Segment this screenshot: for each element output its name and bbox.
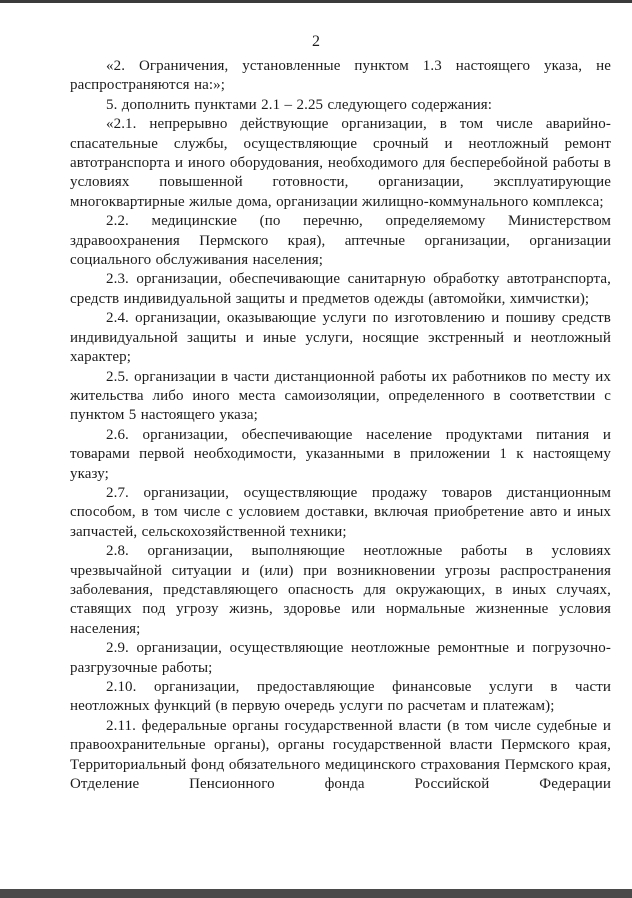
page-number: 2 <box>312 33 320 50</box>
paragraph: 2.5. организации в части дистанционной работы их работников по месту их жительства либо иного места самоизоляции, определенного в соответствии с пунктом 5 настоящего указа; <box>70 368 611 424</box>
paragraph: 2.6. организации, обеспечивающие население продуктами питания и товарами первой необходимости, указанными в приложении 1 к настоящему указу; <box>70 426 611 482</box>
paragraph: 2.7. организации, осуществляющие продажу товаров дистанционным способом, в том числе с условием доставки, включая приобретение авто и иных запчастей, сельскохозяйственной техники; <box>70 484 611 540</box>
bottom-border-rule <box>0 889 632 898</box>
paragraph: 5. дополнить пунктами 2.1 – 2.25 следующего содержания: <box>106 96 493 113</box>
paragraph: 2.2. медицинские (по перечню, определяемому Министерством здравоохранения Пермского края), аптечные организации, организации социального обслуживания населения; <box>70 213 611 269</box>
paragraph: 2.3. организации, обеспечивающие санитарную обработку автотранспорта, средств индивидуальной защиты и предметов одежды (автомойки, химчистки); <box>70 271 611 307</box>
paragraph: 2.10. организации, предоставляющие финансовые услуги в части неотложных функций (в первую очередь услуги по расчетам и платежам); <box>70 679 611 715</box>
paragraph: 2.11. федеральные органы государственной власти (в том числе судебные и правоохранительные органы), органы государственной власти Пермского края, Территориальный фонд обязательного медицинского страхования Пермского края, Отделение Пенсионного фонда Российской Федерации <box>70 717 611 793</box>
paragraph: 2.4. организации, оказывающие услуги по изготовлению и пошиву средств индивидуальной защиты и иные услуги, носящие экстренный и неотложный характер; <box>70 310 611 366</box>
paragraph: 2.9. организации, осуществляющие неотложные ремонтные и погрузочно-разгрузочные работы; <box>70 640 611 676</box>
paragraph: 2.8. организации, выполняющие неотложные работы в условиях чрезвычайной ситуации и (или) при возникновении угрозы распространения заболевания, представляющего опасность для окружающих, в иных случаях, ставящих под угрозу жизнь, здоровье или нормальные жизненные условия населения; <box>70 543 611 637</box>
paragraph: «2. Ограничения, установленные пунктом 1.3 настоящего указа, не распространяются на:»; <box>70 58 611 94</box>
top-border-rule <box>0 0 632 3</box>
paragraphs-container <box>70 57 611 794</box>
paragraph: «2.1. непрерывно действующие организации, в том числе аварийно-спасательные службы, осуществляющие срочный и неотложный ремонт автотранспорта и иного оборудования, необходимого для бесперебойной работы в условиях повышенной готовности, организации, эксплуатирующие многоквартирные жилые дома, организации жилищно-коммунального комплекса; <box>70 116 611 210</box>
